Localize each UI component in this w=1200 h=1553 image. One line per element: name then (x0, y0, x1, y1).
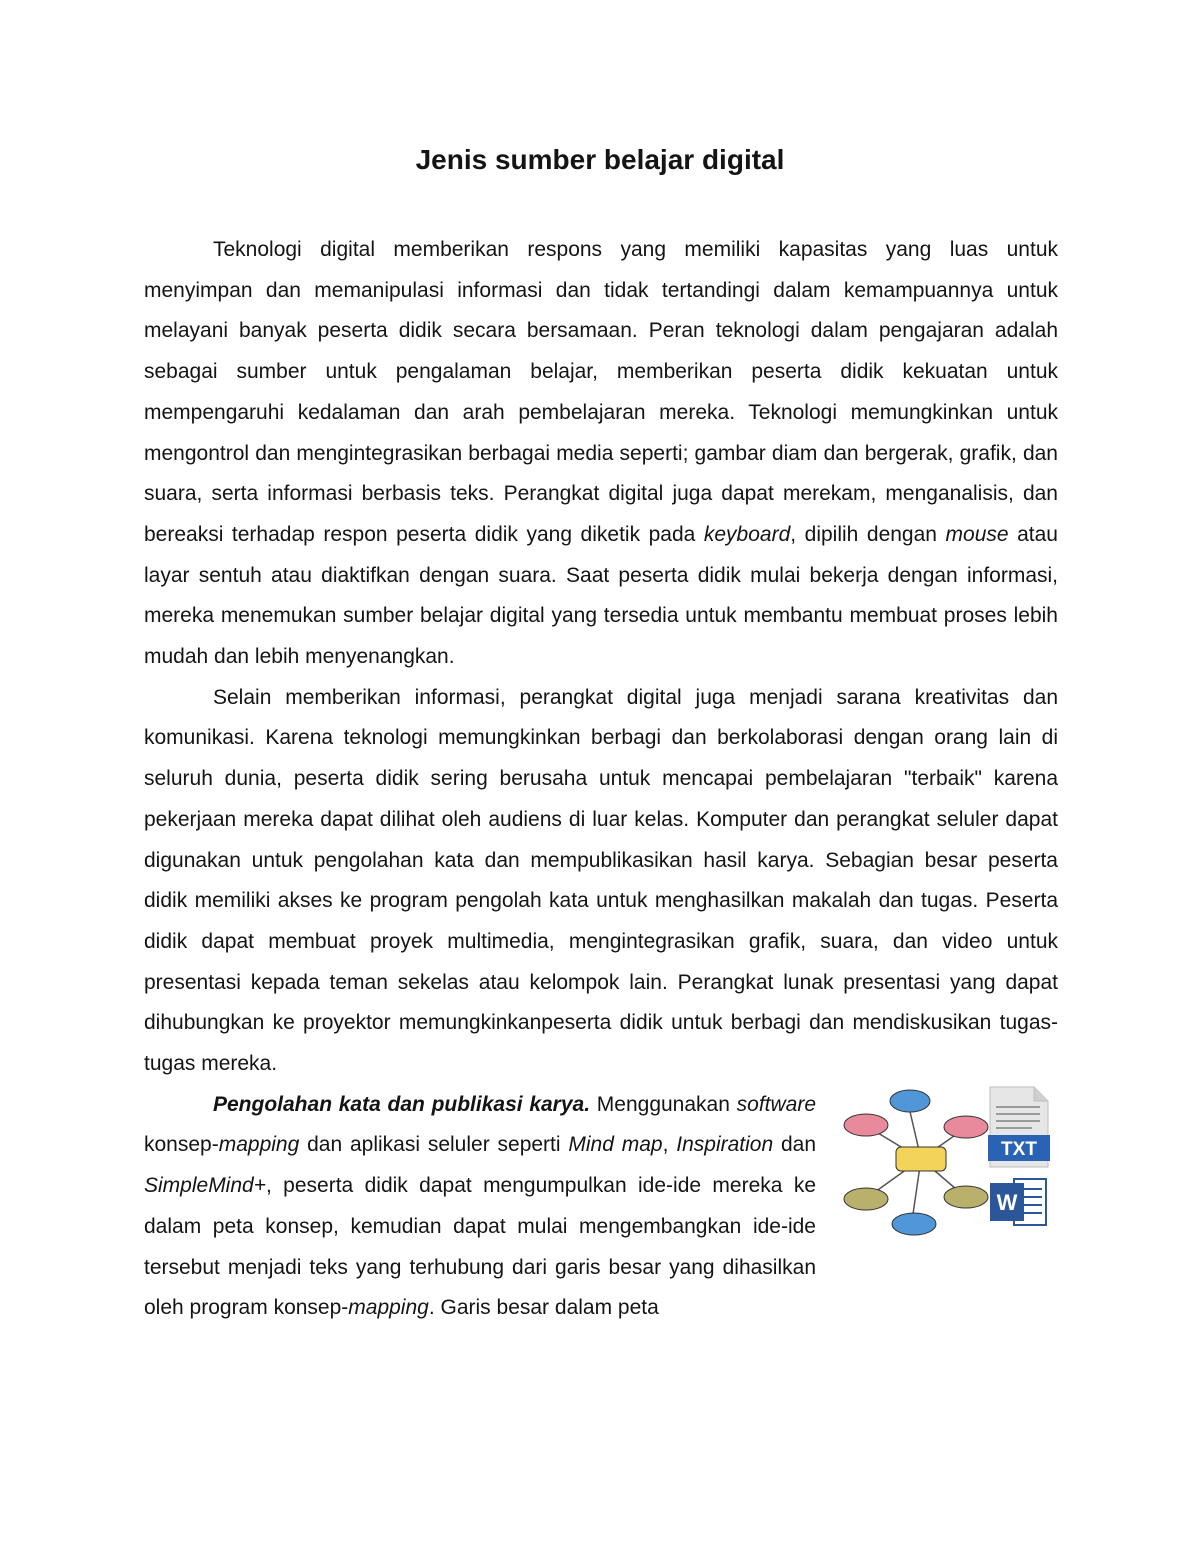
term-keyboard: keyboard (703, 522, 791, 546)
page-title: Jenis sumber belajar digital (415, 144, 785, 175)
txt-label: TXT (1001, 1138, 1037, 1160)
word-doc-icon (990, 1179, 1046, 1225)
txt-file-icon (988, 1087, 1050, 1167)
term-inspiration: Inspiration (676, 1133, 774, 1157)
concept-map-figure (838, 1085, 1058, 1251)
concept-node-bottom (892, 1213, 936, 1235)
paragraph-2: Selain memberikan informasi, perangkat digital juga menjadi sarana kreativitas dan komunikasi. Karena teknologi memungkinkan berbagi dan berkolaborasi dengan orang lain di seluruh dunia, peserta didik sering berusaha untuk mencapai pembelajaran "terbaik" karena pekerjaan mereka dapat dilihat oleh audiens di luar kelas. Komputer dan perangkat seluler dapat digunakan untuk pengolahan kata dan mempublikasikan hasil karya. Sebagian besar peserta didik memiliki akses ke program pengolah kata untuk menghasilkan makalah dan tugas. Peserta didik dapat membuat proyek multimedia, mengintegrasikan grafik, suara, dan video untuk presentasi kepada teman sekelas atau kelompok lain. Perangkat lunak presentasi yang dapat dihubungkan ke proyektor memungkinkanpeserta didik untuk berbagi dan mendiskusikan tugas-tugas mereka. (144, 685, 1058, 1076)
term-mapping: mapping (218, 1133, 300, 1157)
document-body (144, 230, 1058, 1329)
concept-map-illustration (838, 1085, 1058, 1251)
concept-node-lower-right (944, 1186, 988, 1208)
paragraph-1-text-b: , dipilih dengan (790, 522, 946, 546)
concept-node-upper-right (944, 1116, 988, 1138)
concept-node-top (890, 1090, 930, 1112)
concept-node-upper-left (844, 1114, 888, 1136)
paragraph-3: Pengolahan kata dan publikasi karya. Menggunakan software konsep-mapping dan aplikasi seluler seperti Mind map, Inspiration dan SimpleMind+, peserta didik dapat mengumpulkan ide-ide mereka ke dalam peta konsep, kemudian dapat mulai mengembangkan ide-ide tersebut menjadi teks yang terhubung dari garis besar yang dihasilkan oleh program konsep-mapping. Garis besar dalam peta (144, 1092, 817, 1320)
term-software: software (736, 1092, 817, 1116)
term-mouse: mouse (945, 522, 1009, 546)
paragraph-1 (144, 230, 1058, 678)
concept-node-lower-left (844, 1188, 888, 1210)
term-mind-map: Mind map (568, 1133, 663, 1157)
term-mapping-2: mapping (348, 1296, 429, 1320)
concept-node-center (896, 1147, 946, 1171)
paragraph-1-text-a: Teknologi digital memberikan respons yang memiliki kapasitas yang luas untuk menyimpan dan memanipulasi informasi dan tidak tertandingi dalam kemampuannya untuk melayani banyak peserta didik secara bersamaan. Peran teknologi dalam pengajaran adalah sebagai sumber untuk pengalaman belajar, memberikan peserta didik kekuatan untuk mempengaruhi kedalaman dan arah pembelajaran mereka. Teknologi memungkinkan untuk mengontrol dan mengintegrasikan berbagai media seperti; gambar diam dan bergerak, grafik, dan suara, serta informasi berbasis teks. Perangkat digital juga dapat merekam, menganalisis, dan bereaksi terhadap respon peserta didik yang diketik pada (144, 238, 1058, 546)
word-letter: W (996, 1189, 1018, 1215)
paragraph-1-text-c: atau layar sentuh atau diaktifkan dengan suara. Saat peserta didik mulai bekerja dengan informasi, mereka menemukan sumber belajar digital yang tersedia untuk membantu membuat proses lebih mudah dan lebih menyenangkan. (144, 522, 1058, 669)
term-simplemind: SimpleMind+ (144, 1174, 266, 1198)
paragraph-3-heading: Pengolahan kata dan publikasi karya. (213, 1092, 591, 1116)
